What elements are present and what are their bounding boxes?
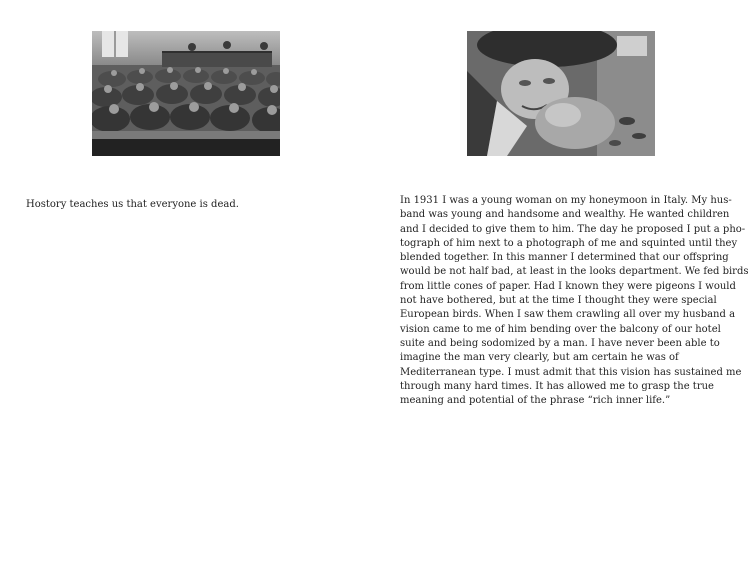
paragraph-line: vision came to me of him bending over the balcony of our hotel: [400, 323, 721, 335]
paragraph-line: imagine the man very clearly, but am certain he was of: [400, 352, 679, 364]
paragraph-line: tograph of him next to a photograph of me and squinted until they: [400, 237, 738, 249]
paragraph-line: Mediterranean type. I must admit that this vision has sustained me: [400, 366, 742, 378]
paragraph-line: suite and being sodomized by a man. I have never been able to: [400, 337, 720, 349]
paragraph-line: In 1931 I was a young woman on my honeymoon in Italy. My hus-: [400, 195, 732, 206]
paragraph-line: would be not half bad, at least in the looks department. We fed birds: [400, 266, 749, 278]
paragraph-line: blended together. In this manner I determined that our offspring: [400, 252, 729, 264]
right-page-paragraph: [400, 194, 749, 408]
paragraph-line: through many hard times. It has allowed me to grasp the true: [400, 380, 714, 392]
classroom-photo: [92, 31, 280, 156]
paragraph-line: and I decided to give them to him. The day he proposed I put a pho-: [400, 223, 746, 235]
paragraph-line: not have bothered, but at the time I thought they were special: [400, 295, 717, 307]
paragraph-line: band was young and handsome and wealthy. He wanted children: [400, 209, 730, 221]
left-page-caption: Hostory teaches us that everyone is dead.: [26, 199, 239, 210]
paragraph-line: European birds. When I saw them crawling all over my husband a: [400, 309, 736, 321]
paragraph-line: meaning and potential of the phrase “rich inner life.”: [400, 395, 671, 407]
paragraph-line: from little cones of paper. Had I known they were pigeons I would: [400, 280, 736, 292]
woman-with-pigeons-photo: [467, 31, 655, 156]
